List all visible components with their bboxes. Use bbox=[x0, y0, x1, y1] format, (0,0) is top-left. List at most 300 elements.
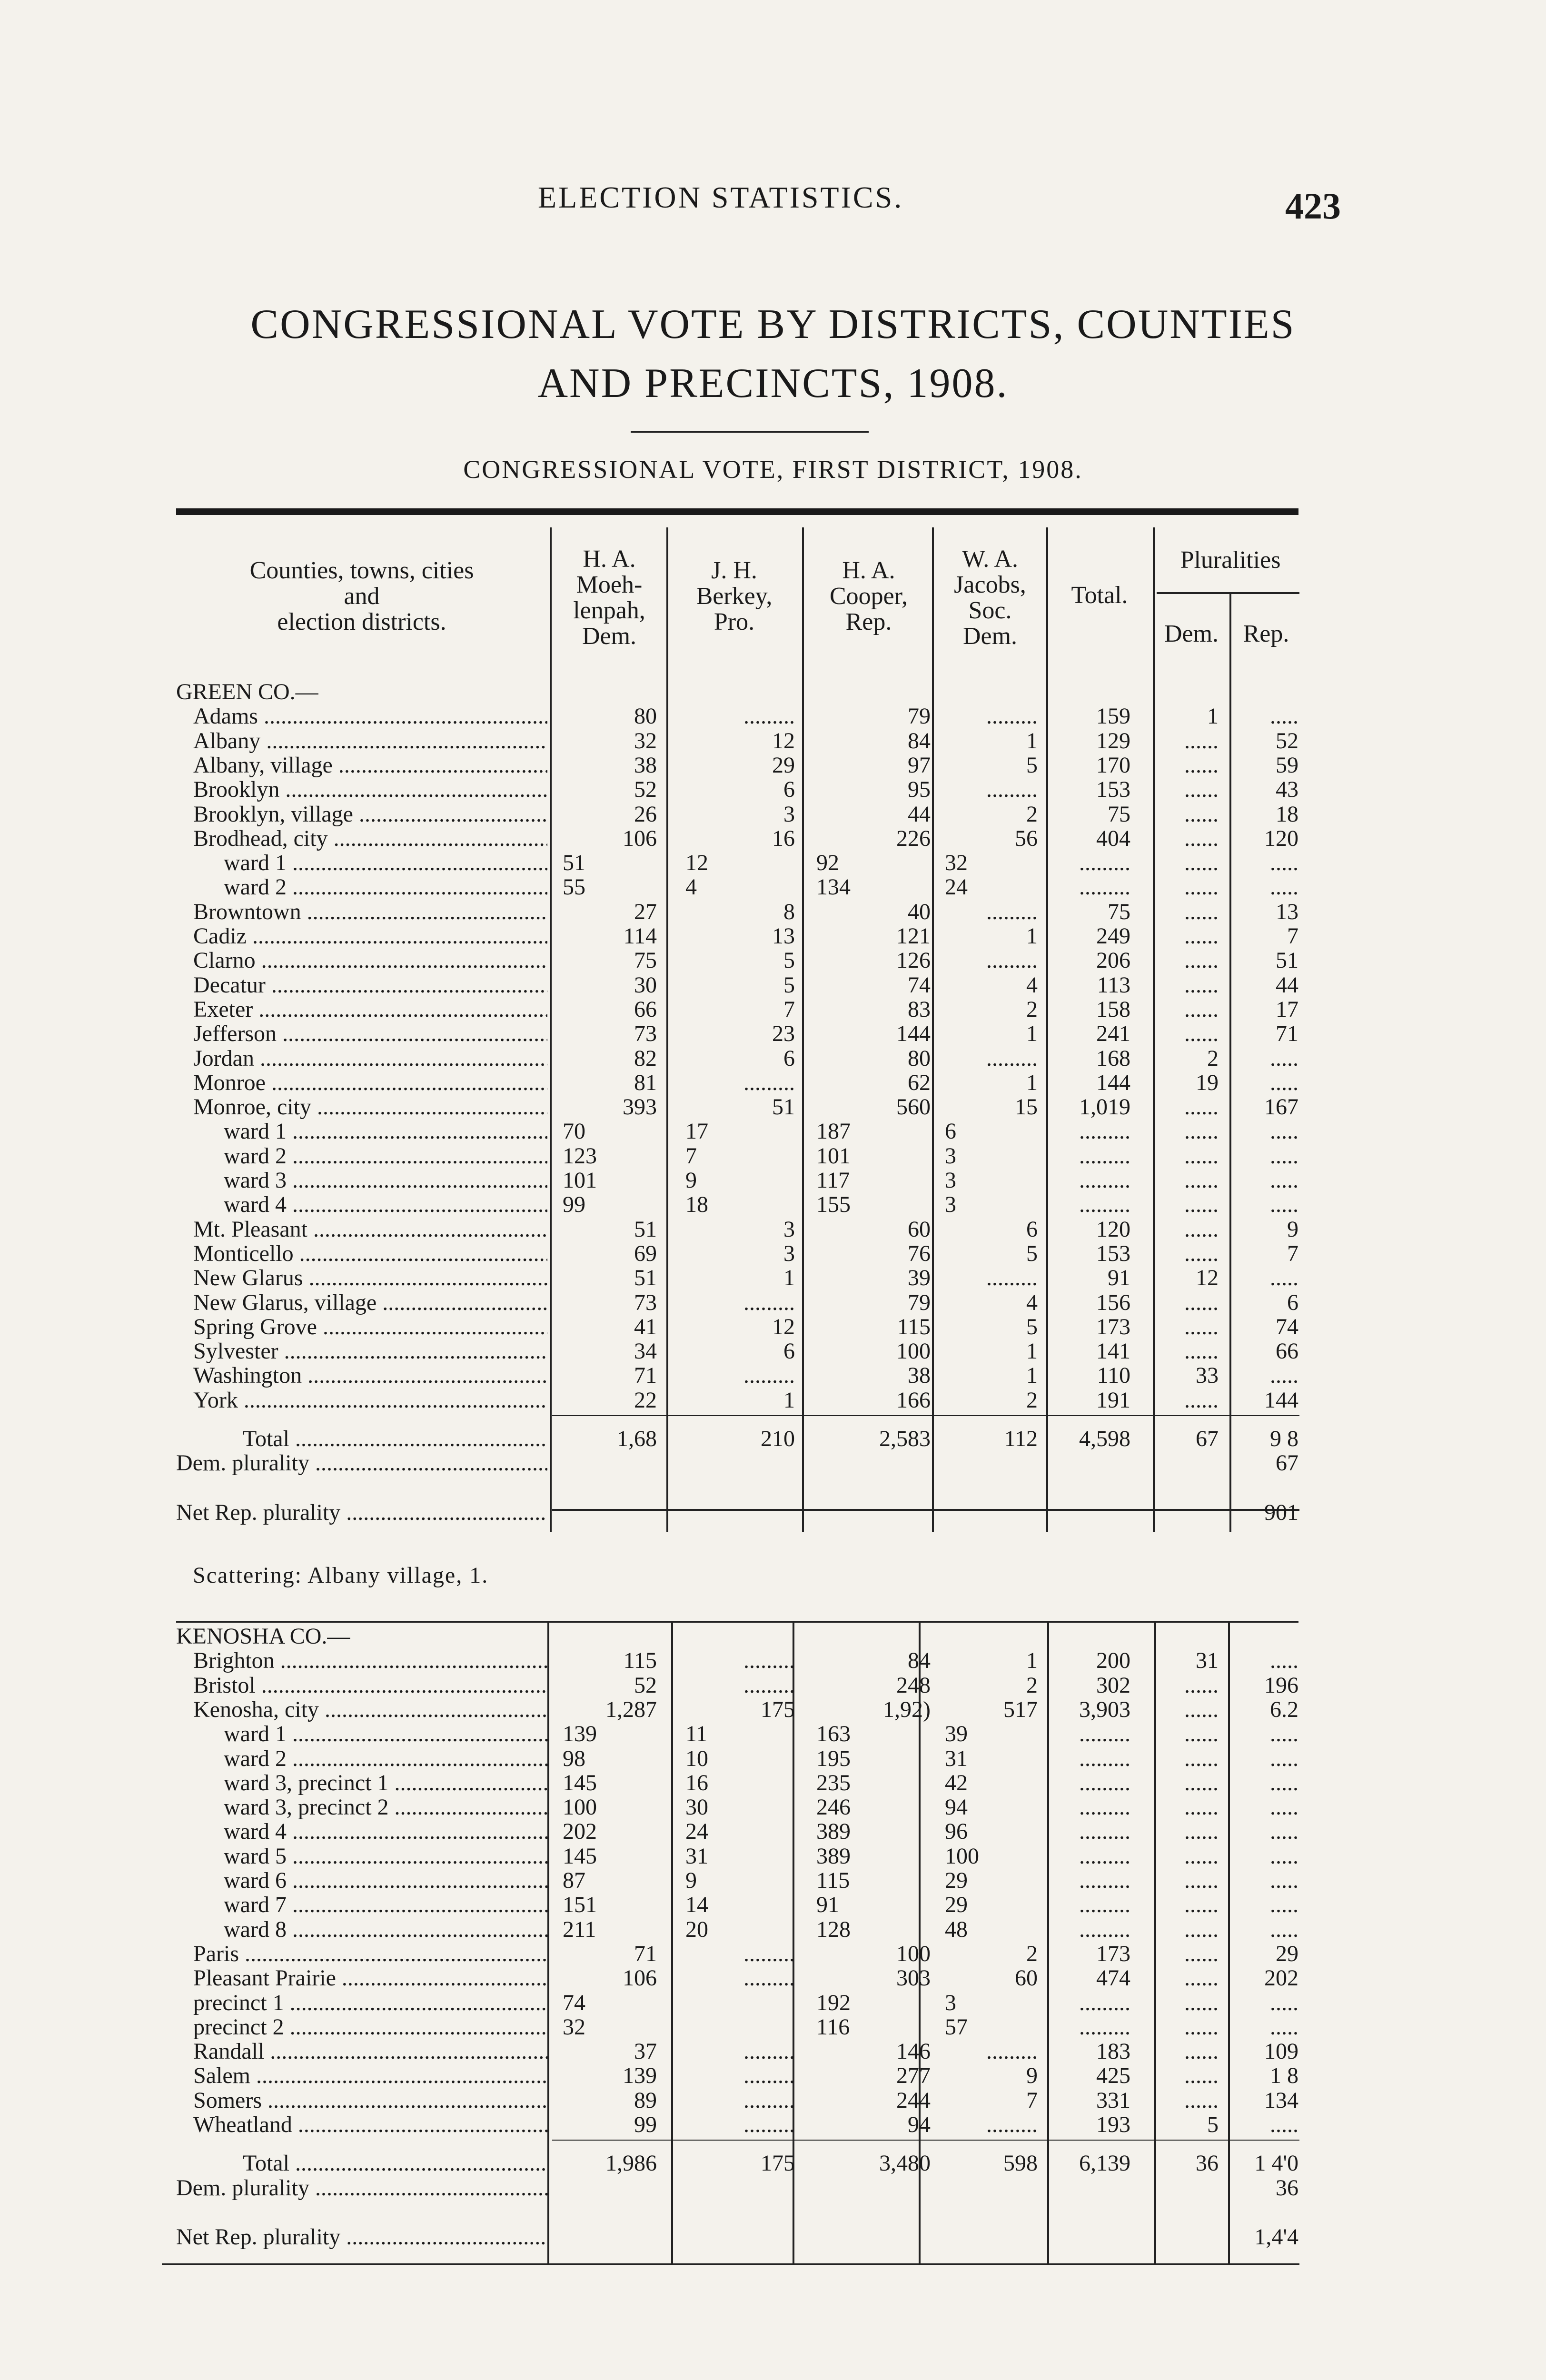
row-label: New Glarus ..... bbox=[176, 1266, 547, 1290]
cell-jacobs: ......... bbox=[986, 2039, 1038, 2064]
cell-plurality-dem: ...... bbox=[1184, 996, 1219, 1022]
cell-plurality-rep: ..... bbox=[1270, 1795, 1298, 1820]
cell-berkey: 8 bbox=[783, 899, 795, 924]
row-label: Somers ..... bbox=[176, 2088, 547, 2112]
cell-plurality-rep: 7 bbox=[1287, 923, 1298, 949]
page-title bbox=[0, 295, 1546, 413]
cell-cooper: 126 bbox=[896, 948, 931, 973]
cell-jacobs: 3 bbox=[945, 1990, 956, 2015]
table-row bbox=[0, 1893, 1546, 1917]
table-row bbox=[0, 1266, 1546, 1290]
cell-plurality-rep: 1 8 bbox=[1270, 2063, 1298, 2089]
cell-moehlenpah: 73 bbox=[634, 1289, 657, 1315]
row-label: Adams ..... bbox=[176, 704, 547, 728]
row-label: ward 4 ..... bbox=[176, 1192, 547, 1217]
cell-total: 241 bbox=[1096, 1021, 1130, 1047]
cell-moehlenpah: 38 bbox=[634, 752, 657, 778]
row-label: Exeter ..... bbox=[176, 997, 547, 1021]
cell-berkey: 10 bbox=[685, 1745, 708, 1771]
county-heading-label: KENOSHA CO.— bbox=[176, 1624, 350, 1648]
cell-plurality-rep: ..... bbox=[1270, 1143, 1298, 1169]
cell-plurality-dem: ...... bbox=[1184, 899, 1219, 924]
cell-moehlenpah: 41 bbox=[634, 1314, 657, 1339]
cell-plurality-rep: ..... bbox=[1270, 1721, 1298, 1747]
cell-cooper: 115 bbox=[816, 1868, 850, 1893]
cell-total: 331 bbox=[1096, 2087, 1130, 2113]
table-row bbox=[0, 1648, 1546, 1673]
cell-jacobs: 2 bbox=[1026, 996, 1038, 1022]
cell-berkey: 5 bbox=[783, 948, 795, 973]
cell-plurality-dem: ...... bbox=[1184, 1094, 1219, 1120]
cell-berkey: 17 bbox=[685, 1119, 708, 1144]
table-title: CONGRESSIONAL VOTE, FIRST DISTRICT, 1908. bbox=[463, 455, 1083, 484]
cell-moehlenpah: 55 bbox=[563, 874, 585, 900]
table-row bbox=[0, 1144, 1546, 1168]
cell-berkey: 4 bbox=[685, 874, 697, 900]
cell-plurality-rep: 59 bbox=[1276, 752, 1298, 778]
total-moehlenpah: 1,986 bbox=[605, 2151, 657, 2176]
cell-moehlenpah: 98 bbox=[563, 1745, 585, 1771]
row-label: Decatur ..... bbox=[176, 973, 547, 997]
cell-cooper: 92 bbox=[816, 850, 839, 876]
table-row bbox=[0, 802, 1546, 826]
cell-plurality-dem: ...... bbox=[1184, 1819, 1219, 1844]
cell-berkey: ......... bbox=[743, 1648, 795, 1674]
cell-berkey: ......... bbox=[743, 2087, 795, 2113]
cell-cooper: 303 bbox=[896, 1965, 931, 1991]
cell-plurality-dem: ...... bbox=[1184, 923, 1219, 949]
scattering-note: Scattering: Albany village, 1. bbox=[193, 1563, 489, 1588]
cell-total: 425 bbox=[1096, 2063, 1130, 2089]
cell-jacobs: 3 bbox=[945, 1143, 956, 1169]
cell-moehlenpah: 115 bbox=[623, 1648, 657, 1674]
cell-berkey: ......... bbox=[743, 2039, 795, 2064]
table-row bbox=[0, 1095, 1546, 1119]
cell-berkey: 6 bbox=[783, 777, 795, 803]
cell-total: ......... bbox=[1079, 1868, 1130, 1893]
cell-jacobs: ......... bbox=[986, 1045, 1038, 1071]
cell-berkey: ......... bbox=[743, 1672, 795, 1698]
cell-total: 302 bbox=[1096, 1672, 1130, 1698]
cell-plurality-dem: ...... bbox=[1184, 1314, 1219, 1339]
cell-berkey: 3 bbox=[783, 801, 795, 827]
cell-berkey: 30 bbox=[685, 1795, 708, 1820]
total-label: Total ..... bbox=[176, 1427, 547, 1451]
cell-jacobs: 29 bbox=[945, 1892, 968, 1918]
cell-berkey: 29 bbox=[772, 752, 795, 778]
cell-plurality-dem: ...... bbox=[1184, 1021, 1219, 1047]
cell-cooper: 79 bbox=[908, 1289, 931, 1315]
cell-plurality-rep: ..... bbox=[1270, 1770, 1298, 1795]
cell-jacobs: 56 bbox=[1015, 825, 1038, 851]
cell-plurality-dem: 2 bbox=[1207, 1045, 1219, 1071]
cell-berkey: 12 bbox=[772, 728, 795, 754]
cell-plurality-dem: ...... bbox=[1184, 2039, 1219, 2064]
cell-plurality-rep: ..... bbox=[1270, 1892, 1298, 1918]
cell-total: 404 bbox=[1096, 825, 1130, 851]
cell-moehlenpah: 151 bbox=[563, 1892, 597, 1918]
cell-plurality-rep: 167 bbox=[1264, 1094, 1298, 1120]
cell-plurality-dem: ...... bbox=[1184, 1770, 1219, 1795]
cell-plurality-dem: ...... bbox=[1184, 825, 1219, 851]
cell-total: 474 bbox=[1096, 1965, 1130, 1991]
cell-total: 173 bbox=[1096, 1314, 1130, 1339]
net-plurality-value: 1,4'4 bbox=[1254, 2224, 1298, 2250]
cell-plurality-dem: 33 bbox=[1196, 1363, 1219, 1388]
total-row bbox=[0, 1427, 1546, 1451]
cell-berkey: 6 bbox=[783, 1045, 795, 1071]
cell-jacobs: 42 bbox=[945, 1770, 968, 1795]
table-row bbox=[0, 753, 1546, 777]
cell-cooper: 248 bbox=[896, 1672, 931, 1698]
cell-cooper: 226 bbox=[896, 825, 931, 851]
cell-plurality-rep: ..... bbox=[1270, 1648, 1298, 1674]
cell-plurality-rep: 18 bbox=[1276, 801, 1298, 827]
table-row bbox=[0, 2039, 1546, 2063]
cell-plurality-dem: ...... bbox=[1184, 972, 1219, 998]
row-label: ward 7 ..... bbox=[176, 1893, 547, 1917]
row-label: ward 1 ..... bbox=[176, 1722, 547, 1746]
net-plurality-value: 901 bbox=[1264, 1499, 1298, 1525]
cell-plurality-rep: 144 bbox=[1264, 1387, 1298, 1413]
cell-berkey: 12 bbox=[685, 850, 708, 876]
cell-plurality-rep: ..... bbox=[1270, 1045, 1298, 1071]
cell-total: ......... bbox=[1079, 1843, 1130, 1869]
cell-total: 153 bbox=[1096, 777, 1130, 803]
cell-total: ......... bbox=[1079, 1745, 1130, 1771]
cell-jacobs: 1 bbox=[1026, 1021, 1038, 1047]
cell-total: ......... bbox=[1079, 1770, 1130, 1795]
table-row bbox=[0, 1021, 1546, 1046]
row-label: ward 4 ..... bbox=[176, 1819, 547, 1844]
cell-moehlenpah: 202 bbox=[563, 1819, 597, 1844]
cell-cooper: 192 bbox=[816, 1990, 851, 2015]
cell-plurality-dem: 31 bbox=[1196, 1648, 1219, 1674]
dem-plurality-row bbox=[0, 2176, 1546, 2200]
cell-jacobs: 4 bbox=[1026, 1289, 1038, 1315]
kenosha-top-rule bbox=[176, 1621, 1298, 1623]
table-row bbox=[0, 1966, 1546, 1990]
total-label: Total ..... bbox=[176, 2151, 547, 2175]
row-label: ward 6 ..... bbox=[176, 1868, 547, 1893]
cell-total: 141 bbox=[1096, 1339, 1130, 1364]
cell-moehlenpah: 87 bbox=[563, 1868, 585, 1893]
cell-moehlenpah: 69 bbox=[634, 1240, 657, 1266]
cell-cooper: 84 bbox=[908, 1648, 931, 1674]
table-row bbox=[0, 1991, 1546, 2015]
total-total: 4,598 bbox=[1079, 1426, 1130, 1451]
cell-cooper: 116 bbox=[816, 2014, 850, 2040]
cell-plurality-rep: 6.2 bbox=[1270, 1696, 1298, 1722]
cell-plurality-rep: ..... bbox=[1270, 1192, 1298, 1218]
cell-plurality-rep: ..... bbox=[1270, 1265, 1298, 1291]
cell-total: ......... bbox=[1079, 1168, 1130, 1193]
cell-plurality-rep: ..... bbox=[1270, 1363, 1298, 1388]
cell-plurality-rep: ..... bbox=[1270, 1819, 1298, 1844]
cell-plurality-dem: ...... bbox=[1184, 1696, 1219, 1722]
cell-moehlenpah: 74 bbox=[563, 1990, 585, 2015]
total-total: 6,139 bbox=[1079, 2151, 1130, 2176]
cell-plurality-dem: ...... bbox=[1184, 1168, 1219, 1193]
cell-plurality-rep: ..... bbox=[1270, 1070, 1298, 1095]
cell-plurality-rep: 29 bbox=[1276, 1941, 1298, 1966]
cell-cooper: 60 bbox=[908, 1216, 931, 1242]
cell-cooper: 166 bbox=[896, 1387, 931, 1413]
row-label: Brooklyn, village ..... bbox=[176, 802, 547, 826]
cell-cooper: 155 bbox=[816, 1192, 851, 1218]
table-row bbox=[0, 1315, 1546, 1339]
cell-jacobs: ......... bbox=[986, 1265, 1038, 1291]
header-pluralities: Pluralities bbox=[1180, 546, 1281, 574]
stub-header: Counties, towns, cities and election districts. bbox=[249, 557, 474, 635]
cell-plurality-rep: ..... bbox=[1270, 1119, 1298, 1144]
cell-plurality-rep: 71 bbox=[1276, 1021, 1298, 1047]
cell-cooper: 38 bbox=[908, 1363, 931, 1388]
cell-cooper: 389 bbox=[816, 1819, 851, 1844]
cell-moehlenpah: 27 bbox=[634, 899, 657, 924]
cell-berkey: 31 bbox=[685, 1843, 708, 1869]
cell-jacobs: 5 bbox=[1026, 752, 1038, 778]
cell-moehlenpah: 114 bbox=[623, 923, 657, 949]
table-row bbox=[0, 1746, 1546, 1771]
total-jacobs: 112 bbox=[1004, 1426, 1038, 1451]
cell-berkey: ......... bbox=[743, 1363, 795, 1388]
table-top-rule bbox=[176, 508, 1298, 515]
table-row bbox=[0, 1388, 1546, 1412]
total-moehlenpah: 1,68 bbox=[617, 1426, 657, 1451]
cell-berkey: 1 bbox=[783, 1387, 795, 1413]
cell-plurality-rep: ..... bbox=[1270, 2014, 1298, 2040]
cell-total: ......... bbox=[1079, 1192, 1130, 1218]
cell-cooper: 100 bbox=[896, 1339, 931, 1364]
cell-cooper: 74 bbox=[908, 972, 931, 998]
row-label: Salem ..... bbox=[176, 2063, 547, 2088]
cell-total: 191 bbox=[1096, 1387, 1130, 1413]
cell-moehlenpah: 106 bbox=[623, 825, 657, 851]
cell-moehlenpah: 32 bbox=[634, 728, 657, 754]
cell-plurality-rep: 202 bbox=[1264, 1965, 1298, 1991]
cell-berkey: 9 bbox=[685, 1868, 697, 1893]
table-row bbox=[0, 1917, 1546, 1942]
cell-moehlenpah: 26 bbox=[634, 801, 657, 827]
cell-plurality-rep: ..... bbox=[1270, 1916, 1298, 1942]
cell-jacobs: 5 bbox=[1026, 1240, 1038, 1266]
table-row bbox=[0, 1168, 1546, 1192]
cell-plurality-rep: 66 bbox=[1276, 1339, 1298, 1364]
header-berkey: J. H. Berkey, Pro. bbox=[696, 557, 773, 635]
cell-moehlenpah: 99 bbox=[563, 1192, 585, 1218]
row-label: precinct 2 ..... bbox=[176, 2015, 547, 2039]
cell-moehlenpah: 99 bbox=[634, 2112, 657, 2137]
cell-jacobs: ......... bbox=[986, 2112, 1038, 2137]
cell-jacobs: ......... bbox=[986, 704, 1038, 729]
cell-plurality-rep: 120 bbox=[1264, 825, 1298, 851]
cell-plurality-rep: 9 bbox=[1287, 1216, 1298, 1242]
row-label: Spring Grove ..... bbox=[176, 1315, 547, 1339]
header-moehlenpah: H. A. Moeh- lenpah, Dem. bbox=[573, 545, 645, 650]
cell-moehlenpah: 34 bbox=[634, 1339, 657, 1364]
cell-berkey: 5 bbox=[783, 972, 795, 998]
cell-jacobs: 6 bbox=[945, 1119, 956, 1144]
table-row bbox=[0, 1192, 1546, 1217]
row-label: Albany, village ..... bbox=[176, 753, 547, 777]
cell-moehlenpah: 139 bbox=[563, 1721, 597, 1747]
county-heading bbox=[0, 680, 1546, 704]
total-jacobs: 598 bbox=[1003, 2151, 1038, 2176]
cell-plurality-dem: ...... bbox=[1184, 1216, 1219, 1242]
title-line-2: AND PRECINCTS, 1908. bbox=[537, 360, 1009, 407]
cell-total: ......... bbox=[1079, 1795, 1130, 1820]
cell-berkey: 13 bbox=[772, 923, 795, 949]
cell-cooper: 39 bbox=[908, 1265, 931, 1291]
cell-cooper: 79 bbox=[908, 704, 931, 729]
table-row bbox=[0, 826, 1546, 851]
cell-cooper: 1,92) bbox=[883, 1696, 931, 1722]
cell-plurality-dem: ...... bbox=[1184, 948, 1219, 973]
total-plurality-rep: 9 8 bbox=[1270, 1426, 1298, 1451]
cell-total: ......... bbox=[1079, 850, 1130, 876]
cell-moehlenpah: 70 bbox=[563, 1119, 585, 1144]
row-label: Brighton ..... bbox=[176, 1648, 547, 1673]
dem-plurality-rep: 36 bbox=[1276, 2175, 1298, 2201]
cell-total: 153 bbox=[1096, 1240, 1130, 1266]
cell-berkey: ......... bbox=[743, 2063, 795, 2089]
cell-plurality-rep: ..... bbox=[1270, 704, 1298, 729]
cell-berkey: 16 bbox=[685, 1770, 708, 1795]
cell-plurality-rep: ..... bbox=[1270, 850, 1298, 876]
cell-cooper: 94 bbox=[908, 2112, 931, 2137]
row-label: ward 3, precinct 1 ..... bbox=[176, 1771, 547, 1795]
row-label: ward 2 ..... bbox=[176, 1144, 547, 1168]
table-row bbox=[0, 997, 1546, 1021]
cell-jacobs: 60 bbox=[1015, 1965, 1038, 1991]
cell-moehlenpah: 52 bbox=[634, 1672, 657, 1698]
cell-plurality-rep: ..... bbox=[1270, 1843, 1298, 1869]
table-row bbox=[0, 1071, 1546, 1095]
cell-jacobs: 1 bbox=[1026, 1363, 1038, 1388]
row-label: Pleasant Prairie ..... bbox=[176, 1966, 547, 1990]
cell-total: 113 bbox=[1097, 972, 1130, 998]
cell-plurality-dem: ...... bbox=[1184, 1119, 1219, 1144]
running-head: ELECTION STATISTICS. bbox=[538, 180, 904, 214]
cell-plurality-dem: ...... bbox=[1184, 1965, 1219, 1991]
cell-moehlenpah: 80 bbox=[634, 704, 657, 729]
cell-berkey: 9 bbox=[685, 1168, 697, 1193]
cell-jacobs: 94 bbox=[945, 1795, 968, 1820]
cell-jacobs: 1 bbox=[1026, 1648, 1038, 1674]
cell-plurality-dem: ...... bbox=[1184, 1240, 1219, 1266]
cell-total: 158 bbox=[1096, 996, 1130, 1022]
cell-moehlenpah: 22 bbox=[634, 1387, 657, 1413]
cell-jacobs: 3 bbox=[945, 1192, 956, 1218]
cell-total: ......... bbox=[1079, 1819, 1130, 1844]
cell-plurality-rep: ..... bbox=[1270, 874, 1298, 900]
cell-plurality-dem: ...... bbox=[1184, 777, 1219, 803]
row-label: ward 1 ..... bbox=[176, 1119, 547, 1143]
cell-jacobs: 32 bbox=[945, 850, 968, 876]
cell-jacobs: 96 bbox=[945, 1819, 968, 1844]
cell-berkey: 12 bbox=[772, 1314, 795, 1339]
cell-moehlenpah: 106 bbox=[623, 1965, 657, 1991]
cell-moehlenpah: 52 bbox=[634, 777, 657, 803]
cell-total: 3,903 bbox=[1079, 1696, 1130, 1722]
cell-berkey: 51 bbox=[772, 1094, 795, 1120]
total-rule bbox=[552, 2140, 1299, 2141]
cell-plurality-rep: ..... bbox=[1270, 1868, 1298, 1893]
cell-cooper: 100 bbox=[896, 1941, 931, 1966]
cell-moehlenpah: 211 bbox=[563, 1916, 596, 1942]
cell-plurality-rep: 52 bbox=[1276, 728, 1298, 754]
cell-jacobs: ......... bbox=[986, 777, 1038, 803]
cell-total: 193 bbox=[1096, 2112, 1130, 2137]
cell-berkey: 175 bbox=[761, 1696, 795, 1722]
cell-berkey: ......... bbox=[743, 2112, 795, 2137]
row-label: Kenosha, city ..... bbox=[176, 1697, 547, 1722]
row-label: ward 2 ..... bbox=[176, 1746, 547, 1771]
cell-berkey: 24 bbox=[685, 1819, 708, 1844]
cell-berkey: 18 bbox=[685, 1192, 708, 1218]
cell-cooper: 101 bbox=[816, 1143, 851, 1169]
cell-plurality-rep: 13 bbox=[1276, 899, 1298, 924]
cell-moehlenpah: 145 bbox=[563, 1843, 597, 1869]
total-plurality-dem: 36 bbox=[1196, 2151, 1219, 2176]
total-rule bbox=[552, 1415, 1299, 1416]
cell-moehlenpah: 32 bbox=[563, 2014, 585, 2040]
cell-moehlenpah: 66 bbox=[634, 996, 657, 1022]
cell-jacobs: 1 bbox=[1026, 923, 1038, 949]
row-label: Wheatland ..... bbox=[176, 2112, 547, 2137]
cell-jacobs: 517 bbox=[1003, 1696, 1038, 1722]
cell-cooper: 80 bbox=[908, 1045, 931, 1071]
dem-plurality-row bbox=[0, 1451, 1546, 1475]
cell-jacobs: 100 bbox=[945, 1843, 979, 1869]
cell-jacobs: ......... bbox=[986, 899, 1038, 924]
row-label: Washington ..... bbox=[176, 1363, 547, 1388]
cell-moehlenpah: 51 bbox=[634, 1265, 657, 1291]
cell-jacobs: 6 bbox=[1026, 1216, 1038, 1242]
cell-total: 120 bbox=[1096, 1216, 1130, 1242]
table-row bbox=[0, 948, 1546, 972]
cell-jacobs: 1 bbox=[1026, 1070, 1038, 1095]
cell-plurality-dem: 19 bbox=[1196, 1070, 1219, 1095]
cell-cooper: 83 bbox=[908, 996, 931, 1022]
cell-cooper: 44 bbox=[908, 801, 931, 827]
cell-total: 183 bbox=[1096, 2039, 1130, 2064]
cell-moehlenpah: 30 bbox=[634, 972, 657, 998]
cell-jacobs: 5 bbox=[1026, 1314, 1038, 1339]
cell-total: 75 bbox=[1108, 899, 1130, 924]
cell-berkey: 16 bbox=[772, 825, 795, 851]
cell-cooper: 560 bbox=[896, 1094, 931, 1120]
total-berkey: 175 bbox=[761, 2151, 795, 2176]
cell-total: 75 bbox=[1108, 801, 1130, 827]
cell-plurality-rep: 74 bbox=[1276, 1314, 1298, 1339]
cell-plurality-rep: ..... bbox=[1270, 2112, 1298, 2137]
row-label: Brooklyn ..... bbox=[176, 777, 547, 802]
cell-jacobs: 29 bbox=[945, 1868, 968, 1893]
cell-plurality-dem: 5 bbox=[1207, 2112, 1219, 2137]
county-heading bbox=[0, 1624, 1546, 1648]
cell-plurality-dem: ...... bbox=[1184, 1745, 1219, 1771]
cell-total: ......... bbox=[1079, 2014, 1130, 2040]
row-label: Clarno ..... bbox=[176, 948, 547, 972]
table-row bbox=[0, 924, 1546, 948]
cell-total: ......... bbox=[1079, 1916, 1130, 1942]
cell-moehlenpah: 89 bbox=[634, 2087, 657, 2113]
cell-berkey: 7 bbox=[783, 996, 795, 1022]
table-row bbox=[0, 851, 1546, 875]
cell-total: 129 bbox=[1096, 728, 1130, 754]
